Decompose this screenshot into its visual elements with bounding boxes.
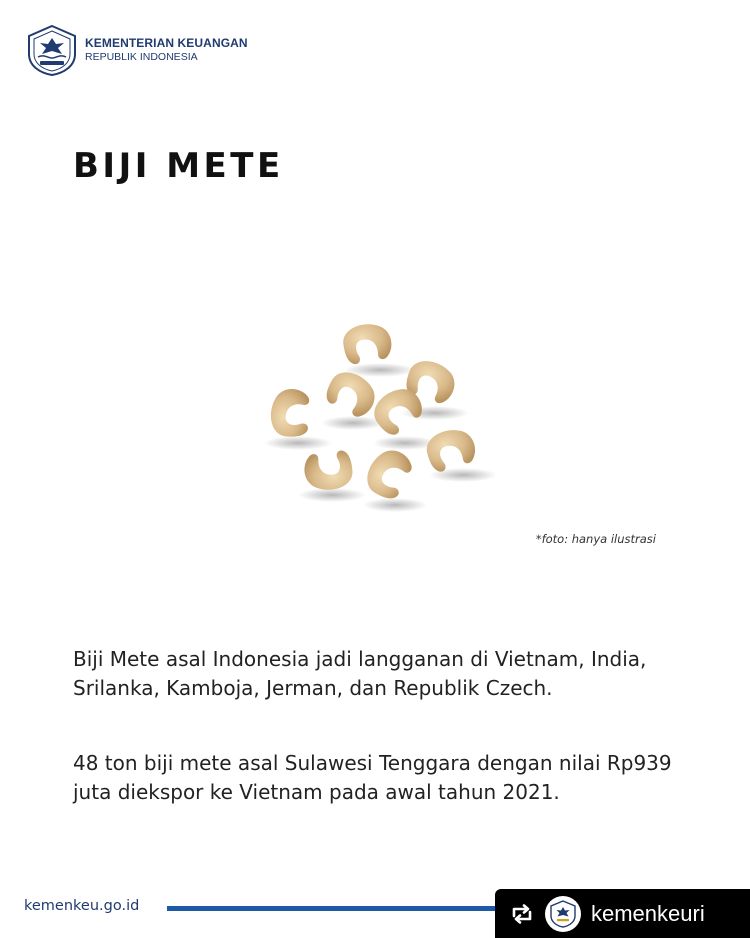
account-handle[interactable]: kemenkeuri (591, 900, 705, 926)
repost-bar[interactable] (495, 889, 750, 938)
org-name: KEMENTERIAN KEUANGAN (85, 36, 248, 50)
repost-icon[interactable] (509, 902, 535, 926)
photo-caption: *foto: hanya ilustrasi (535, 532, 656, 546)
ministry-logo (26, 24, 248, 76)
cashew-nuts-image (250, 315, 510, 530)
avatar[interactable] (545, 896, 581, 932)
page-title: BIJI METE (73, 146, 284, 186)
website-link[interactable]: kemenkeu.go.id (24, 898, 140, 914)
avatar-emblem-icon (549, 900, 577, 928)
ministry-emblem-icon (26, 24, 78, 76)
org-subtitle: REPUBLIK INDONESIA (85, 51, 198, 63)
body-paragraph-1: Biji Mete asal Indonesia jadi langganan di Vietnam, India, Srilanka, Kamboja, Jerman, dan Republik Czech. (73, 647, 647, 700)
body-paragraph-2: 48 ton biji mete asal Sulawesi Tenggara dengan nilai Rp939 juta diekspor ke Vietnam pada awal tahun 2021. (73, 751, 672, 804)
footer-divider (167, 906, 502, 911)
